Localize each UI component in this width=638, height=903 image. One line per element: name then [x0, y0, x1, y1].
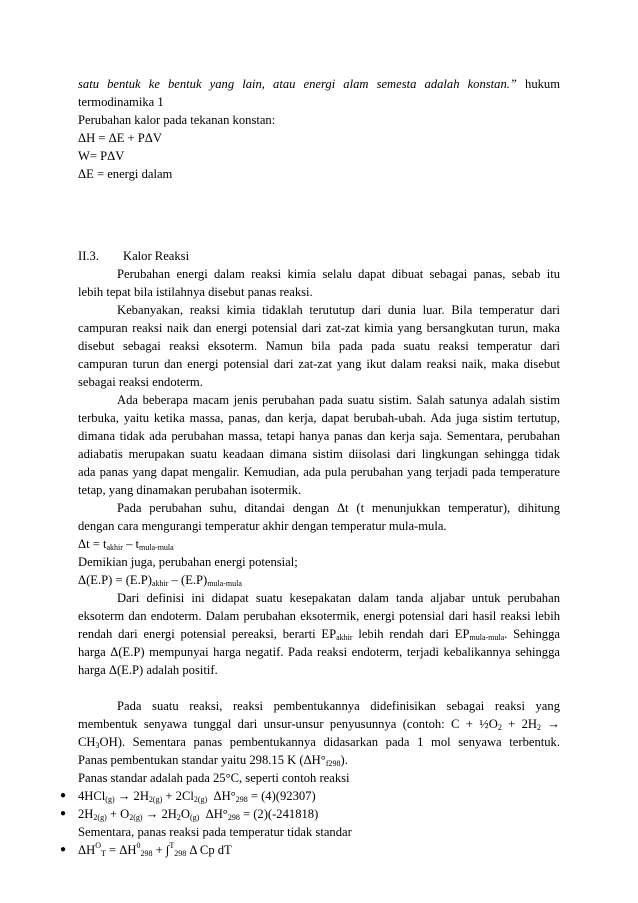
p5-line-2: eksoterm dan endoterm. Dalam perubahan eksotermik, energi potensial dari hasil reaksi lebih [78, 609, 560, 623]
r2-sub: 298 [227, 813, 240, 822]
bullet-dot-icon: ● [60, 790, 67, 801]
line-perubahan-kalor: Perubahan kalor pada tekanan konstan: [78, 113, 276, 127]
r2-sub: 2(g) [129, 813, 143, 822]
bullet-equation-3 [78, 841, 232, 859]
p6-l3-sub: 3 [95, 741, 100, 750]
r1-sub: 2(g) [148, 795, 163, 804]
equation-dep [78, 571, 242, 589]
p6-line-2 [78, 715, 560, 733]
p6-l3-part: OH). Sementara panas pembentukannya didasarkan pada 1 mol senyawa terbentuk. [99, 735, 560, 749]
p5-line-5: harga Δ(E.P) adalah positif. [78, 663, 218, 677]
p6-l2-part: + 2H [501, 717, 538, 731]
r1-part: ΔH° [207, 789, 236, 803]
p5-l3-part: . Sehingga [504, 627, 560, 641]
p1-line-1: Perubahan energi dalam reaksi kimia selalu dapat dibuat sebagai panas, sebab itu [117, 267, 560, 281]
p6-l3-part: CH [78, 735, 96, 749]
r2-sub: 2 [176, 813, 181, 822]
section-number: II.3. [78, 249, 99, 263]
p4-line-1: Pada perubahan suhu, ditandai dengan Δt (t menunjukkan temperatur), dihitung [117, 501, 560, 515]
r1-sub: 298 [235, 795, 248, 804]
p2-line-2: campuran reaksi naik dan energi potensial dari zat-zat kimia yang bersangkutan turun, maka [78, 321, 560, 335]
p6-line-5: Panas standar adalah pada 25°C, seperti contoh reaksi [78, 771, 350, 785]
r1-part: + 2Cl [162, 789, 194, 803]
quote-italic: satu bentuk ke bentuk yang lain, atau energi alam semesta adalah konstan.” [78, 77, 517, 91]
p6-l4-sub: f298 [325, 759, 341, 768]
line-law-quote [78, 75, 560, 93]
p5-l3-sub-akhir: akhir [336, 633, 353, 642]
eq-dt-part: – t [122, 537, 140, 551]
p6-l4-part: ). [340, 753, 348, 767]
p5-line-4: harga Δ(E.P) mempunyai harga negatif. Pada reaksi endoterm, terjadi kebalikannya sehingga [78, 645, 560, 659]
bullet-reaction-1 [78, 787, 316, 805]
p6-line-4 [78, 751, 348, 769]
p2-line-3: disebut sebagai reaksi eksoterm. Namun bila pada pada suatu reaksi temperatur dari [78, 339, 560, 353]
r3-sub: 298 [174, 849, 187, 858]
p6-l2-part: → [541, 717, 560, 731]
r2-part: = (2)(-241818) [239, 807, 319, 821]
r2-part: + O [106, 807, 130, 821]
p6-l2-sub: 2 [497, 723, 502, 732]
line-sementara: Sementara, panas reaksi pada temperatur tidak standar [78, 825, 352, 839]
r1-part: 4HCl [78, 789, 106, 803]
r3-sub: 298 [140, 849, 153, 858]
p6-l2-part: membentuk senyawa tunggal dari unsur-unsur penyusunnya (contoh: C + ½O [78, 717, 498, 731]
r3-part: ΔH [78, 843, 96, 857]
r1-part: → 2H [114, 789, 149, 803]
eq-dt-sub-akhir: akhir [106, 543, 123, 552]
equation-de: ΔE = energi dalam [78, 167, 173, 181]
p4-line-2: dengan cara mengurangi temperatur akhir dengan temperatur mula-mula. [78, 519, 447, 533]
r3-part: = ΔH [105, 843, 137, 857]
section-title: Kalor Reaksi [122, 249, 190, 263]
r1-sub: (g) [105, 795, 115, 804]
eq-dep-sub-akhir: akhir [151, 579, 169, 588]
bullet-dot-icon: ● [60, 808, 67, 819]
p6-l4-part: Panas pembentukan standar yaitu 298.15 K (ΔH° [78, 753, 326, 767]
line-termodinamika: termodinamika 1 [78, 95, 164, 109]
r2-part: O [180, 807, 190, 821]
equation-dh: ΔH = ΔE + PΔV [78, 131, 162, 145]
equation-dt [78, 535, 174, 553]
r1-part: = (4)(92307) [247, 789, 316, 803]
r2-part: 2H [78, 807, 94, 821]
r3-part: Δ Cp dT [186, 843, 232, 857]
p5-l3-sub-mula: mula-mula [469, 633, 505, 642]
line-demikian: Demikian juga, perubahan energi potensial; [78, 555, 298, 569]
eq-dep-sub-mula: mula-mula [207, 579, 242, 588]
r2-part: → 2H [142, 807, 177, 821]
r3-part: + ∫ [152, 843, 170, 857]
r2-sub: 2(g) [93, 813, 107, 822]
p3-line-2: terbuka, yaitu ketika massa, panas, dan kerja, dapat berubah-ubah. Ada juga sistim tertutup, [78, 411, 560, 425]
quote-tail: hukum [525, 77, 560, 91]
p2-line-1: Kebanyakan, reaksi kimia tidaklah terututup dari dunia luar. Bila temperatur dari [117, 303, 560, 317]
p5-line-3 [78, 625, 560, 643]
p3-line-3: dimana tidak ada perubahan massa, tetapi hanya panas dan kerja saja. Sementara, perubahan [78, 429, 560, 443]
section-heading [78, 247, 189, 265]
p5-line-1: Dari definisi ini didapat suatu kesepakatan dalam tanda aljabar untuk perubahan [117, 591, 560, 605]
r2-sub: (g) [189, 813, 200, 822]
p2-line-4: campuran turun dan energi potensial dari zat-zat yang ikut dalam reaksi naik, maka disebut [78, 357, 560, 371]
r3-sup: O [95, 841, 101, 850]
p3-line-5: ada panas yang dapat mengalir. Kemudian, ada pula perubahan yang terjadi pada temperature [78, 465, 560, 479]
p3-line-4: adiabatis merupakan suatu keadaan dimana sistim diisolasi dari lingkungan sehingga tidak [78, 447, 560, 461]
r3-sup: 0 [136, 841, 141, 850]
eq-dt-sub-mula: mula-mula [139, 543, 174, 552]
r2-part: ΔH° [199, 807, 228, 821]
p6-l2-sub: 2 [537, 723, 542, 732]
eq-dep-part: – (E.P) [168, 573, 208, 587]
p5-l3-part: lebih rendah dari EP [352, 627, 470, 641]
eq-dt-part: Δt = t [78, 537, 107, 551]
p1-line-2: lebih tepat bila istilahnya disebut panas reaksi. [78, 285, 313, 299]
p3-line-1: Ada beberapa macam jenis perubahan pada suatu sistim. Salah satunya adalah sistim [117, 393, 560, 407]
p5-l3-part: rendah dari energi potensial pereaksi, berarti EP [78, 627, 337, 641]
p6-line-3 [78, 733, 560, 751]
p6-line-1: Pada suatu reaksi, reaksi pembentukannya didefinisikan sebagai reaksi yang [117, 699, 560, 713]
p3-line-6: tetap, yang dinamakan perubahan isotermik. [78, 483, 302, 497]
r1-sub: 2(g) [193, 795, 208, 804]
eq-dep-part: Δ(E.P) = (E.P) [78, 573, 152, 587]
p2-line-5: sebagai reaksi endoterm. [78, 375, 203, 389]
r3-sub: T [100, 849, 106, 858]
equation-w: W= PΔV [78, 149, 125, 163]
bullet-dot-icon: ● [60, 844, 67, 855]
bullet-reaction-2 [78, 805, 318, 823]
r3-sup: T [169, 841, 175, 850]
